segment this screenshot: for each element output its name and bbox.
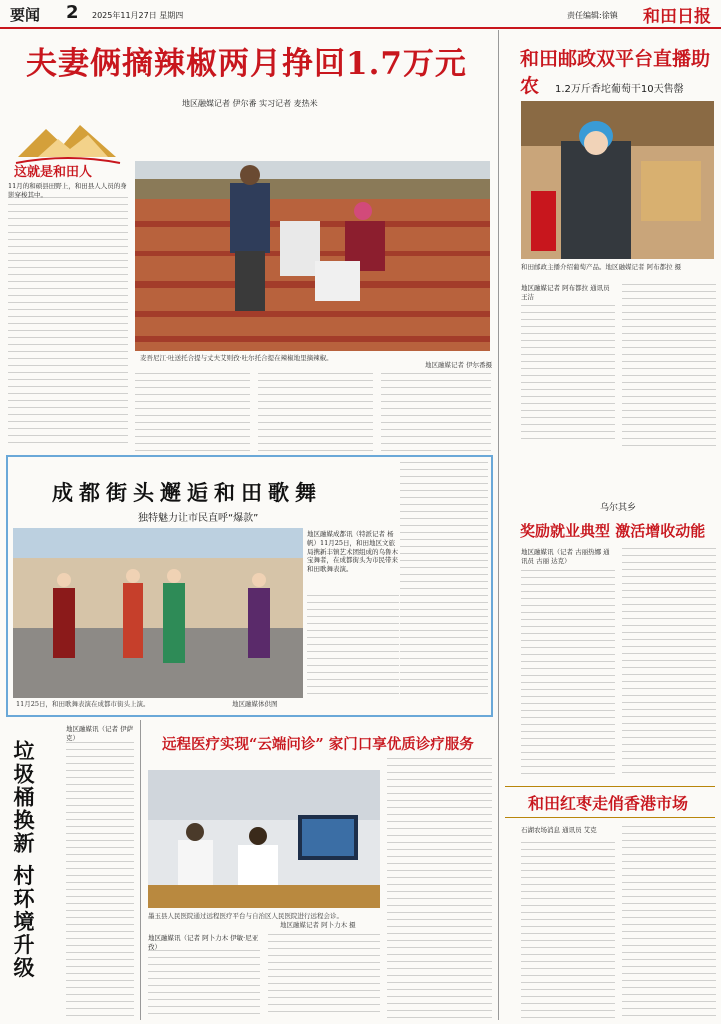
garbage-body xyxy=(66,742,134,1018)
main-headline: 夫妻俩摘辣椒两月挣回1.7万元 xyxy=(26,46,467,82)
main-body-col2 xyxy=(135,373,250,451)
series-badge-text: 这就是和田人 xyxy=(14,165,93,180)
main-photo xyxy=(135,161,490,351)
main-body-col3 xyxy=(258,373,373,451)
editor-credit: 责任编辑:徐镇 xyxy=(567,11,618,20)
post-photo-caption: 和田邮政主播介绍葡萄产品。地区融媒记者 阿布都拉 摄 xyxy=(521,263,682,271)
chengdu-headline: 成都街头邂逅和田歌舞 xyxy=(52,480,322,505)
jujube-body-col2 xyxy=(622,826,716,1018)
medical-headline: 远程医疗实现“云端问诊” 家门口享优质诊疗服务 xyxy=(162,736,474,753)
jobs-kicker: 乌尔其乡 xyxy=(600,503,637,513)
chili-field-photo xyxy=(135,161,490,351)
main-lead: 11月的和硕县田野上，和田县人人员的身影穿梭其中。 xyxy=(8,182,127,199)
jobs-headline: 奖励就业典型 激活增收动能 xyxy=(520,522,706,540)
post-byline: 地区融媒记者 阿布都拉 通讯员 王洁 xyxy=(521,284,610,301)
post-body-col1 xyxy=(521,305,615,445)
jujube-headline: 和田红枣走俏香港市场 xyxy=(528,794,689,813)
post-subtitle: 1.2万斤香坨葡萄干10天售罄 xyxy=(555,84,684,95)
chengdu-photo-credit: 地区融媒体供图 xyxy=(232,700,278,708)
jobs-body-col2 xyxy=(622,548,716,776)
garbage-divider xyxy=(140,720,141,1020)
garbage-byline: 地区融媒讯（记者 伊萨克） xyxy=(66,725,134,742)
jobs-byline: 地区融媒讯（记者 古丽热娜 通讯员 古丽 达克） xyxy=(521,548,610,565)
chengdu-byline: 地区融媒成都讯（特派记者 杨帆）11月25日，和田地区文旅局携新丰镇艺术团组成的乌鲁木宝舞者，在成都街头为市民带来和田歌舞表演。 xyxy=(307,530,398,574)
page-header xyxy=(0,0,721,27)
medical-photo xyxy=(148,770,380,908)
medical-byline: 地区融媒讯（记者 阿卜力木 伊敏·尼亚孜） xyxy=(148,934,259,951)
section-name: 要闻 xyxy=(10,6,41,24)
medical-body-col1 xyxy=(148,950,260,1018)
medical-body-col2 xyxy=(268,934,380,1018)
chengdu-photo xyxy=(13,528,303,698)
medical-photo-credit: 地区融媒记者 阿卜力木 摄 xyxy=(280,921,356,929)
issue-date: 2025年11月27日 星期四 xyxy=(92,11,184,20)
telemedicine-photo xyxy=(148,770,380,908)
chengdu-body-col1 xyxy=(307,595,399,700)
main-byline: 地区融媒记者 伊尔番 实习记者 麦热米 xyxy=(182,99,318,108)
page-number: 2 xyxy=(66,2,79,23)
medical-photo-caption: 墨玉县人民医院通过远程医疗平台与自治区人民医院进行远程会诊。 xyxy=(148,912,343,920)
garbage-headline: 垃圾桶换新 村环境升级 xyxy=(11,740,36,980)
livestream-photo xyxy=(521,101,714,259)
jujube-body-col1 xyxy=(521,842,615,1018)
medical-body-col3 xyxy=(387,758,492,1018)
post-photo xyxy=(521,101,714,259)
post-headline: 和田邮政双平台直播助农 xyxy=(520,48,711,97)
main-body-col1 xyxy=(8,197,128,447)
post-body-col2 xyxy=(622,284,716,446)
chengdu-subtitle: 独特魅力让市民直呼“爆款” xyxy=(138,513,259,524)
main-photo-credit: 地区融媒记者 伊尔番摄 xyxy=(425,361,493,369)
header-rule xyxy=(0,27,721,29)
jobs-body-col1 xyxy=(521,570,615,776)
column-divider xyxy=(498,30,499,1020)
newspaper-logo: 和田日报 xyxy=(643,7,711,27)
series-badge xyxy=(8,117,126,179)
main-body-col4 xyxy=(381,373,491,451)
chengdu-body-col2 xyxy=(400,462,488,700)
street-dance-photo xyxy=(13,528,303,698)
jujube-byline: 石湖农场消息 通讯员 艾克 xyxy=(521,826,597,834)
chengdu-photo-caption: 11月25日，和田歌舞表演在成都市街头上演。 xyxy=(16,700,150,708)
main-photo-caption: 麦吾尼江·吐送托合提与丈夫艾则孜·吐尔托合提在辣椒地里摘辣椒。 xyxy=(140,354,333,362)
